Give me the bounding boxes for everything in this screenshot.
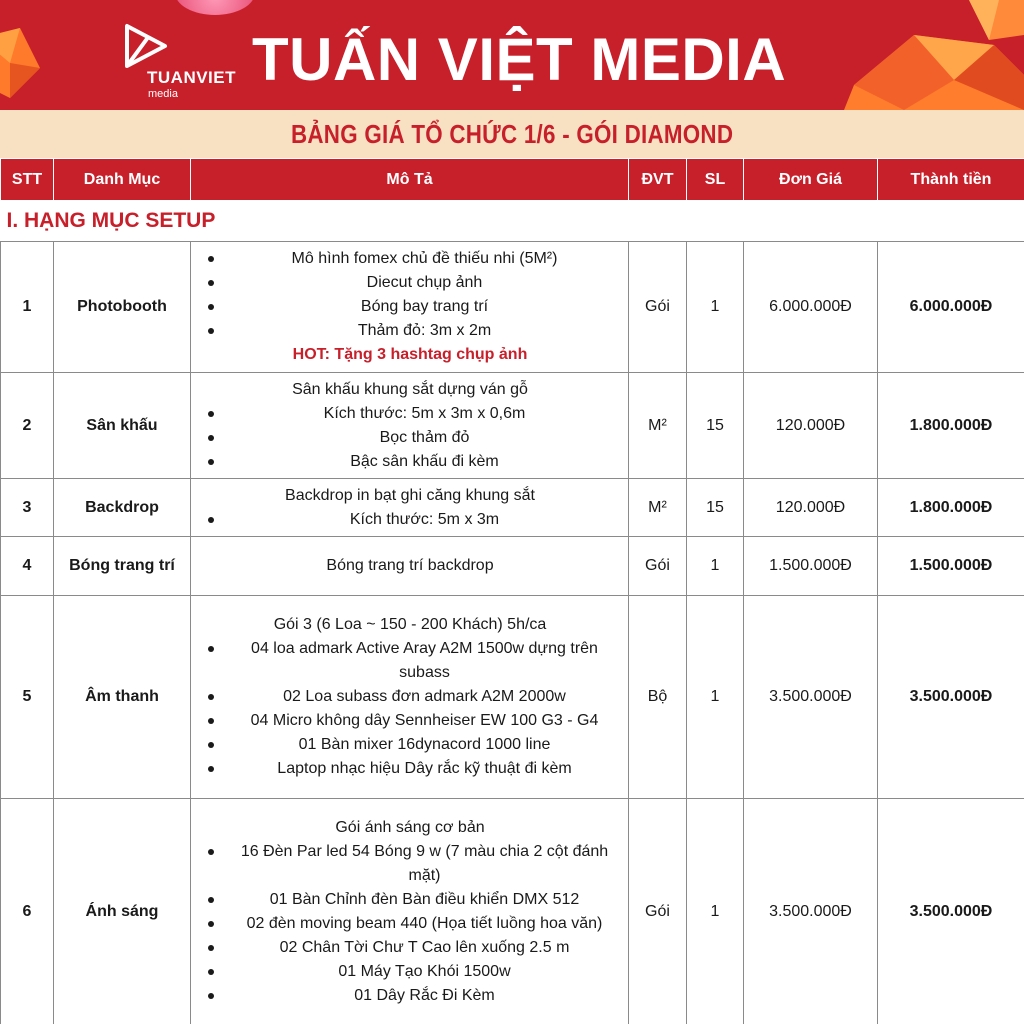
description-bullet: Bọc thảm đỏ [196,426,624,450]
logo-subtext: media [148,88,178,100]
row-unit-price: 6.000.000Đ [744,242,878,373]
row-total: 1.800.000Đ [878,479,1024,537]
description-bullet: 01 Máy Tạo Khói 1500w [196,960,624,984]
hot-promo-note: HOT: Tặng 3 hashtag chụp ảnh [292,346,528,363]
row-quantity: 1 [687,242,744,373]
description-bullet: 02 Loa subass đơn admark A2M 2000w [196,685,624,709]
row-quantity: 15 [687,373,744,479]
description-intro: Gói 3 (6 Loa ~ 150 - 200 Khách) 5h/ca [273,616,547,633]
description-bullet: Kích thước: 5m x 3m x 0,6m [196,402,624,426]
decorative-gem-left [0,28,40,98]
header-quantity: SL [687,159,744,201]
description-bullet: Mô hình fomex chủ đề thiếu nhi (5M²) [196,247,624,271]
decorative-balloon [175,0,255,15]
row-unit-price: 120.000Đ [744,479,878,537]
logo-name: TUANVIET [147,68,236,87]
description-bullet: 04 Micro không dây Sennheiser EW 100 G3 - G4 [196,709,624,733]
row-stt: 5 [1,596,54,799]
row-total: 3.500.000Đ [878,596,1024,799]
row-stt: 4 [1,537,54,596]
row-stt: 6 [1,799,54,1024]
header-banner [0,0,1024,110]
description-bullet: Laptop nhạc hiệu Dây rắc kỹ thuật đi kèm [196,757,624,781]
row-description [191,479,629,537]
description-intro: Gói ánh sáng cơ bản [335,818,485,836]
header-description: Mô Tả [191,159,629,201]
description-bullet: 01 Dây Rắc Đi Kèm [196,984,624,1008]
row-total: 1.500.000Đ [878,537,1024,596]
description-intro: Bóng trang trí backdrop [326,557,494,574]
description-bullet: 04 loa admark Active Aray A2M 1500w dựng trên subass [196,637,624,685]
row-category: Ánh sáng [54,799,191,1024]
table-row [1,373,1024,479]
header-category: Danh Mục [54,159,191,201]
row-unit-price: 120.000Đ [744,373,878,479]
row-quantity: 1 [687,799,744,1024]
row-category: Photobooth [54,242,191,373]
row-category: Âm thanh [54,596,191,799]
row-description [191,373,629,479]
header-stt: STT [1,159,54,201]
price-list-title: BẢNG GIÁ TỔ CHỨC 1/6 - GÓI DIAMOND [290,118,734,149]
description-bullet: Thảm đỏ: 3m x 2m [196,319,624,343]
row-unit: Gói [629,242,687,373]
row-description [191,537,629,596]
description-bullet: Diecut chụp ảnh [196,271,624,295]
row-unit: M² [629,373,687,479]
row-total: 3.500.000Đ [878,799,1024,1024]
description-bullet: 01 Bàn mixer 16dynacord 1000 line [196,733,624,757]
row-quantity: 1 [687,596,744,799]
table-row [1,799,1024,1024]
decorative-gem-right [844,25,1024,110]
description-bullet: 02 đèn moving beam 440 (Họa tiết luồng hoa văn) [196,912,624,936]
row-unit: Bộ [629,596,687,799]
row-unit: Gói [629,537,687,596]
section-row [1,201,1024,242]
row-quantity: 1 [687,537,744,596]
row-description [191,242,629,373]
price-table [0,158,1024,1024]
row-quantity: 15 [687,479,744,537]
description-bullet: Kích thước: 5m x 3m [196,508,624,532]
row-unit: M² [629,479,687,537]
header-unit-price: Đơn Giá [744,159,878,201]
row-category: Backdrop [54,479,191,537]
brand-title: TUẤN VIỆT MEDIA [252,26,787,93]
row-unit-price: 3.500.000Đ [744,596,878,799]
description-bullet: 02 Chân Tời Chư T Cao lên xuống 2.5 m [196,936,624,960]
row-category: Bóng trang trí [54,537,191,596]
logo-play-icon [121,22,171,72]
row-total: 6.000.000Đ [878,242,1024,373]
table-row [1,596,1024,799]
row-category: Sân khấu [54,373,191,479]
table-row [1,242,1024,373]
row-unit-price: 1.500.000Đ [744,537,878,596]
row-unit-price: 3.500.000Đ [744,799,878,1024]
description-bullet: Bóng bay trang trí [196,295,624,319]
description-bullet: 16 Đèn Par led 54 Bóng 9 w (7 màu chia 2 cột đánh mặt) [196,840,624,888]
section-title: I. HẠNG MỤC SETUP [1,201,1024,242]
table-row [1,537,1024,596]
row-stt: 2 [1,373,54,479]
table-row [1,479,1024,537]
description-bullet: 01 Bàn Chỉnh đèn Bàn điều khiển DMX 512 [196,888,624,912]
row-unit: Gói [629,799,687,1024]
header-unit: ĐVT [629,159,687,201]
table-header-row [1,159,1024,201]
description-intro: Backdrop in bạt ghi căng khung sắt [285,486,535,504]
description-bullet: Bậc sân khấu đi kèm [196,450,624,474]
row-stt: 3 [1,479,54,537]
row-total: 1.800.000Đ [878,373,1024,479]
header-total: Thành tiền [878,159,1024,201]
row-description [191,799,629,1024]
brand-logo [117,22,236,100]
row-description [191,596,629,799]
row-stt: 1 [1,242,54,373]
subtitle-band [0,110,1024,158]
description-intro: Sân khấu khung sắt dựng ván gỗ [292,380,528,398]
